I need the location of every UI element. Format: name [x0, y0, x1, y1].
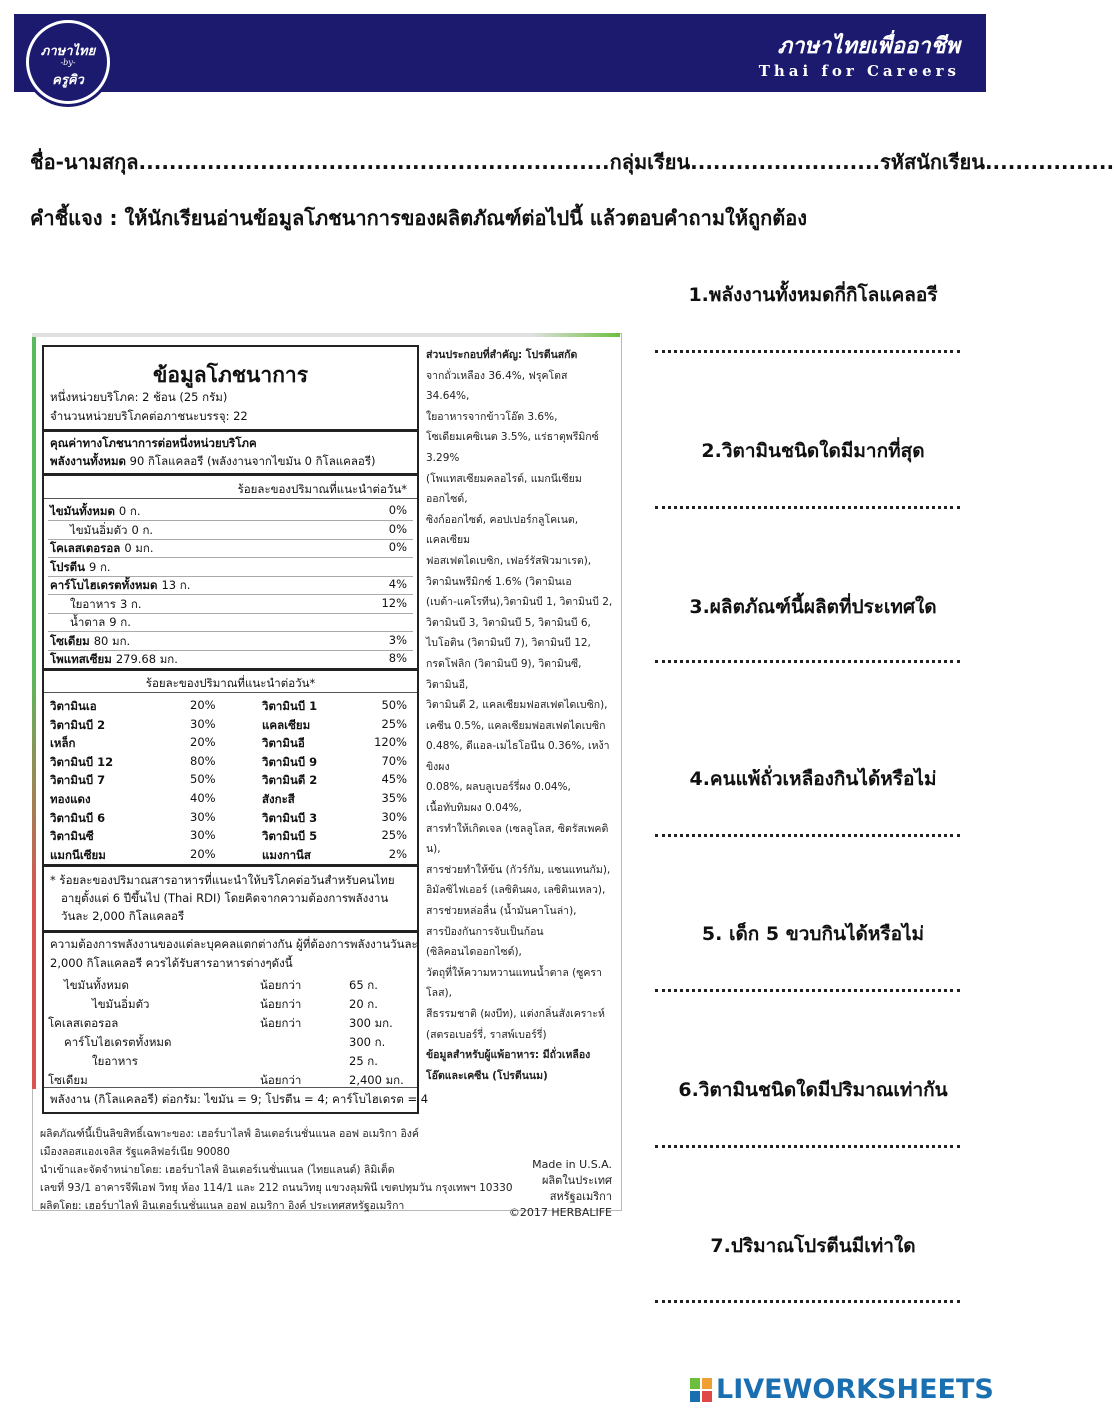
nutrient-amount: 13 ก. [161, 578, 191, 592]
label-accent-left [32, 337, 36, 1089]
requirement-name: ใยอาหาร [92, 1054, 138, 1068]
vitamin-name: แมงกานีส [262, 847, 311, 862]
vitamin-name: วิตามินดี 2 [262, 773, 318, 788]
question-1: 1.พลังงานทั้งหมดกี่กิโลแคลอรี [688, 284, 938, 306]
logo-line-3: ครูคิว [52, 73, 84, 88]
ingredient-line: สารป้องกันการจับเป็นก้อน [426, 925, 544, 938]
requirement-compare: น้อยกว่า [260, 997, 302, 1011]
ingredient-line: (โพแทสเซียมคลอไรด์, แมกนีเซียมออกไซด์, [426, 472, 582, 506]
requirement-name: โซเดียม [48, 1073, 88, 1087]
vitamin-row [50, 754, 411, 772]
nutrient-amount: 80 มก. [93, 633, 131, 648]
answer-line-3[interactable] [655, 660, 960, 663]
question-7: 7.ปริมาณโปรตีนมีเท่าใด [710, 1235, 916, 1257]
vitamin-name: วิตามินอี [262, 736, 305, 751]
answer-line-1[interactable] [655, 350, 960, 353]
nutrient-percent: 0% [388, 503, 407, 517]
vitamin-row [50, 698, 411, 716]
teacher-logo [26, 20, 110, 104]
vitamin-name: วิตามินบี 1 [262, 699, 318, 713]
liveworksheets-icon [690, 1378, 712, 1402]
ingredient-line: ข้อมูลสำหรับผู้แพ้อาหาร: มีถั่วเหลือง [426, 1049, 591, 1062]
requirement-compare: น้อยกว่า [260, 1073, 302, 1087]
answer-line-5[interactable] [655, 989, 960, 992]
vitamin-percent: 30% [190, 716, 216, 731]
vitamin-row [50, 828, 411, 846]
requirement-value: 2,400 มก. [349, 1073, 404, 1087]
vitamin-name: วิตามินบี 5 [262, 829, 318, 844]
nutrient-percent: 4% [388, 577, 407, 591]
rdi-header: ร้อยละของปริมาณที่แนะนำต่อวัน* [237, 482, 407, 496]
vitamin-name: วิตามินซี [50, 829, 94, 844]
nutrient-name: ใยอาหาร [70, 596, 116, 611]
servings-per-container: จำนวนหน่วยบริโภคต่อภาชนะบรรจุ: 22 [50, 409, 248, 423]
vitamin-name: วิตามินบี 2 [50, 717, 106, 732]
vitamin-percent: 2% [388, 846, 407, 861]
banner-title: ภาษาไทยเพื่ออาชีพ [777, 34, 960, 59]
student-info-line[interactable]: ชื่อ-นามสกุล..............................................................กลุ่มเรียน.........................รหัสนักเรียน................. [30, 150, 1114, 174]
liveworksheets-logo[interactable]: LIVEWORKSHEETS [716, 1374, 994, 1405]
requirement-name: ไขมันทั้งหมด [64, 978, 129, 992]
vitamin-percent: 50% [190, 772, 216, 787]
nutrient-name: ไขมันอิ่มตัว [70, 522, 128, 537]
vitamin-row [50, 772, 411, 790]
requirement-value: 25 ก. [349, 1054, 378, 1068]
ingredient-line: ไบโอติน (วิตามินบี 7), วิตามินบี 12, [426, 637, 591, 650]
serving-size: หนึ่งหน่วยบริโภค: 2 ช้อน (25 กรัม) [50, 390, 228, 404]
nutrient-amount: 0 ก. [118, 504, 141, 518]
ingredient-line: จากถั่วเหลือง 36.4%, ฟรุคโตส 34.64%, [426, 369, 568, 403]
ingredient-line: 0.48%, ดีแอล-เมไธโอนีน 0.36%, เหง้าขิงผง [426, 740, 610, 773]
ingredient-line: สารทำให้เกิดเจล (เซลลูโลส, ซิตรัสเพคติน), [426, 822, 609, 856]
nutrient-name: น้ำตาล [70, 615, 106, 629]
company-info-line: ผลิตโดย: เฮอร์บาไลฟ์ อินเตอร์เนชั่นแนล ออฟ อเมริกา อิงค์ ประเทศสหรัฐอเมริกา [40, 1200, 405, 1212]
ingredient-line: อิมัลซิไฟเออร์ (เลซิตินผง, เลซิตินเหลว), [426, 884, 606, 897]
requirement-name: ไขมันอิ่มตัว [92, 997, 150, 1011]
vitamin-row [50, 791, 411, 809]
vitamin-header: ร้อยละของปริมาณที่แนะนำต่อวัน* [145, 676, 316, 690]
vitamin-percent: 20% [190, 846, 216, 861]
nutrient-amount: 0 ก. [131, 522, 154, 537]
copyright: ©2017 HERBALIFE [508, 1206, 612, 1219]
vitamin-percent: 25% [381, 716, 407, 731]
energy-per-gram: พลังงาน (กิโลแคลอรี) ต่อกรัม: ไขมัน = 9; โปรตีน = 4; คาร์โบไฮเดรต = 4 [50, 1092, 429, 1106]
made-in-thai: ผลิตในประเทศสหรัฐอเมริกา [541, 1174, 612, 1203]
nutrient-name: คาร์โบไฮเดรตทั้งหมด [50, 578, 158, 592]
made-in: Made in U.S.A. [532, 1158, 612, 1171]
question-6: 6.วิตามินชนิดใดมีปริมาณเท่ากัน [678, 1079, 948, 1101]
ingredient-line: (ซิลิคอนไดออกไซด์), [426, 946, 522, 959]
nutrient-row [50, 577, 411, 595]
nutrient-row [50, 596, 411, 614]
vitamin-name: วิตามินเอ [50, 699, 97, 713]
vitamin-percent: 35% [381, 791, 407, 805]
nutrient-name: โคเลสเตอรอล [50, 541, 121, 555]
nutrient-name: โซเดียม [50, 633, 90, 648]
label-accent-top [32, 333, 620, 337]
requirement-value: 300 มก. [349, 1016, 393, 1030]
ingredient-line: สารช่วยทำให้ข้น (กัวร์กัม, แซนแทนกัม), [426, 863, 611, 876]
nutrient-name: โปรตีน [50, 559, 85, 574]
question-2: 2.วิตามินชนิดใดมีมากที่สุด [701, 440, 925, 462]
divider [44, 930, 417, 933]
nutrient-row [50, 559, 411, 577]
rdi-footnote-2: อายุตั้งแต่ 6 ปีขึ้นไป (Thai RDI) โดยคิดจากความต้องการพลังงาน [61, 891, 389, 905]
vitamin-name: ทองแดง [50, 792, 91, 806]
ingredient-line: วิตามินบี 3, วิตามินบี 5, วิตามินบี 6, [426, 616, 591, 629]
vitamin-percent: 80% [190, 753, 216, 768]
ingredient-line: โอ๊ตและเคซีน (โปรตีนนม) [426, 1069, 548, 1082]
vitamin-name: วิตามินบี 6 [50, 810, 106, 825]
divider [44, 473, 417, 476]
nutrient-row [50, 522, 411, 540]
nutrient-percent: 12% [381, 595, 407, 610]
vitamin-row [50, 847, 411, 865]
vitamin-row [50, 735, 411, 753]
nutrient-name: ไขมันทั้งหมด [50, 504, 115, 518]
divider [44, 498, 417, 499]
nutrient-amount: 279.68 มก. [115, 652, 178, 666]
question-3: 3.ผลิตภัณฑ์นี้ผลิตที่ประเทศใด [689, 596, 937, 618]
nutrient-percent: 0% [388, 540, 407, 554]
vitamin-percent: 30% [190, 809, 216, 824]
vitamin-name: วิตามินบี 7 [50, 773, 106, 788]
vitamin-percent: 20% [190, 698, 216, 712]
ingredient-line: โซเดียมเคซิเนต 3.5%, แร่ธาตุพรีมิกซ์ 3.29% [426, 431, 599, 464]
nutrient-row [50, 540, 411, 558]
ingredient-line: (เบต้า-แคโรทีน),วิตามินบี 1, วิตามินบี 2, [426, 596, 613, 609]
requirement-compare: น้อยกว่า [260, 978, 302, 992]
nutrient-name: โพแทสเซียม [50, 652, 112, 666]
logo-line-2: -by- [60, 58, 76, 67]
requirement-value: 65 ก. [349, 978, 378, 992]
nutrient-percent: 8% [388, 651, 407, 665]
label-origin-info [480, 1157, 612, 1221]
vitamin-name: สังกะสี [262, 792, 295, 806]
vitamin-percent: 70% [381, 753, 407, 768]
ingredient-line: ฟอสเฟตไดเบซิก, เฟอร์รัสฟิวมาเรต), [426, 554, 592, 567]
ingredients-text [426, 345, 614, 1086]
vitamin-name: แมกนีเซียม [50, 847, 106, 862]
rdi-footnote-1: * ร้อยละของปริมาณสารอาหารที่แนะนำให้บริโภคต่อวันสำหรับคนไทย [50, 873, 395, 887]
ingredient-line: เคซีน 0.5%, แคลเซียมฟอสเฟตไดเบซิก [426, 719, 606, 732]
requirement-compare: น้อยกว่า [260, 1016, 302, 1030]
nutrient-row [50, 503, 411, 521]
ingredient-line: วิตามินดี 2, แคลเซียมฟอสเฟตไดเบซิก), [426, 699, 608, 712]
ingredient-line: เนื้อทับทิมผง 0.04%, [426, 802, 522, 815]
divider [44, 429, 417, 432]
divider [44, 692, 417, 693]
ingredient-line: ใยอาหารจากข้าวโอ๊ต 3.6%, [426, 410, 558, 423]
nutrient-amount: 0 มก. [124, 541, 154, 555]
needs-text-1: ความต้องการพลังงานของแต่ละบุคคลแตกต่างกัน ผู้ที่ต้องการพลังงานวันละ [50, 937, 418, 951]
nutrition-facts-box [42, 345, 429, 1114]
company-info-line: ผลิตภัณฑ์นี้เป็นลิขสิทธิ์เฉพาะของ: เฮอร์บาไลฟ์ อินเตอร์เนชั่นแนล ออฟ อเมริกา อิงค์ [40, 1128, 419, 1140]
nutrient-row [50, 633, 411, 651]
ingredient-line: สีธรรมชาติ (ผงบีท), แต่งกลิ่นสังเคราะห์ [426, 1008, 605, 1020]
requirement-value: 20 ก. [349, 997, 378, 1011]
company-info-line: นำเข้าและจัดจำหน่ายโดย: เฮอร์บาไลฟ์ อินเตอร์เนชั่นแนล (ไทยแลนด์) ลิมิเต็ด [40, 1164, 395, 1176]
vitamin-percent: 25% [381, 828, 407, 843]
company-info-line: เมืองลอสแองเจลิส รัฐแคลิฟอร์เนีย 90080 [40, 1146, 230, 1158]
nutrient-percent: 0% [388, 521, 407, 536]
vitamin-name: วิตามินบี 12 [50, 754, 114, 769]
nutrient-amount: 9 ก. [109, 615, 131, 629]
nutrition-title: ข้อมูลโภชนาการ [153, 362, 308, 387]
question-5: 5. เด็ก 5 ขวบกินได้หรือไม่ [701, 923, 925, 945]
vitamin-percent: 50% [381, 698, 407, 712]
needs-text-2: 2,000 กิโลแคลอรี ควรได้รับสารอาหารต่างๆดังนี้ [50, 956, 293, 970]
logo-line-1: ภาษาไทย [40, 44, 96, 59]
instruction-text: คำชี้แจง : ให้นักเรียนอ่านข้อมูลโภชนาการของผลิตภัณฑ์ต่อไปนี้ แล้วตอบคำถามให้ถูกต้อง [30, 206, 807, 230]
vitamin-percent: 120% [374, 735, 407, 750]
nutrient-percent: 3% [388, 632, 407, 647]
vitamin-percent: 45% [381, 772, 407, 787]
ingredient-line: สารช่วยหล่อลื่น (น้ำมันคาโนล่า), [426, 905, 577, 918]
vitamin-row [50, 717, 411, 735]
vitamin-name: แคลเซียม [262, 717, 311, 732]
ingredient-line: 0.08%, ผลบลูเบอร์รี่ผง 0.04%, [426, 781, 571, 794]
vitamin-percent: 30% [190, 828, 216, 843]
answer-line-7[interactable] [655, 1300, 960, 1303]
vitamin-name: วิตามินบี 9 [262, 754, 318, 769]
nutrient-row [50, 651, 411, 669]
banner-subtitle: Thai for Careers [758, 62, 960, 80]
answer-line-2[interactable] [655, 506, 960, 509]
requirement-name: คาร์โบไฮเดรตทั้งหมด [64, 1035, 172, 1049]
question-4: 4.คนแพ้ถั่วเหลืองกินได้หรือไม่ [689, 768, 937, 790]
value-per-serving: คุณค่าทางโภชนาการต่อหนึ่งหน่วยบริโภค [50, 436, 257, 450]
energy-line [50, 453, 375, 471]
energy-value: 90 กิโลแคลอรี (พลังงานจากไขมัน 0 กิโลแคลอรี) [129, 454, 376, 468]
vitamin-name: วิตามินบี 3 [262, 810, 318, 825]
answer-line-4[interactable] [655, 834, 960, 837]
nutrient-amount: 3 ก. [119, 596, 142, 611]
energy-label: พลังงานทั้งหมด [50, 454, 127, 468]
answer-line-6[interactable] [655, 1145, 960, 1148]
vitamin-percent: 30% [381, 809, 407, 824]
company-info-line: เลขที่ 93/1 อาคารจีพีเอฟ วิทยุ ห้อง 114/1 และ 212 ถนนวิทยุ แขวงลุมพินี เขตปทุมวัน กรุงเทพฯ 10330 [40, 1182, 513, 1194]
ingredient-line: วัตถุที่ให้ความหวานแทนน้ำตาล (ซูคราโลส), [426, 966, 602, 1000]
rdi-footnote-3: วันละ 2,000 กิโลแคลอรี [61, 909, 185, 923]
ingredient-line: กรดโฟลิก (วิตามินบี 9), วิตามินซี, วิตามินอี, [426, 657, 582, 691]
vitamin-name: เหล็ก [50, 736, 76, 751]
nutrient-amount: 9 ก. [88, 559, 111, 574]
ingredient-line: ซิงก์ออกไซด์, คอปเปอร์กลูโคเนต, แคลเซียม [426, 513, 579, 547]
ingredient-line: วิตามินพรีมิกซ์ 1.6% (วิตามินเอ [426, 575, 572, 588]
vitamin-row [50, 810, 411, 828]
vitamin-percent: 40% [190, 791, 216, 805]
ingredient-line: ส่วนประกอบที่สำคัญ: โปรตีนสกัด [426, 349, 578, 361]
nutrient-row [50, 614, 411, 632]
requirement-value: 300 ก. [349, 1035, 386, 1049]
requirement-name: โคเลสเตอรอล [48, 1016, 119, 1030]
vitamin-percent: 20% [190, 735, 216, 750]
ingredient-line: (สตรอเบอร์รี่, ราสพ์เบอร์รี่) [426, 1028, 547, 1041]
